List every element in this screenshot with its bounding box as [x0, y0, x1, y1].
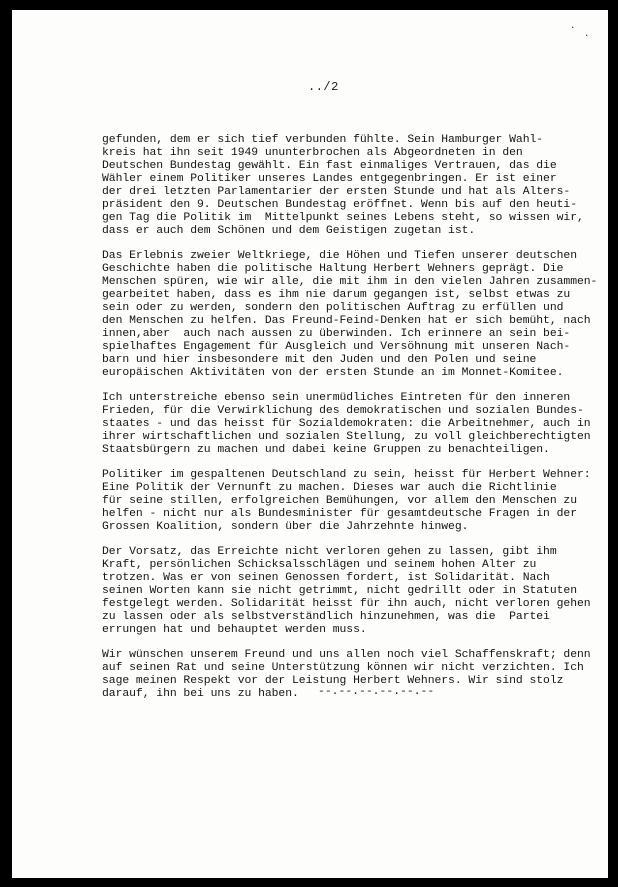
document-page — [12, 10, 608, 878]
text-line: innen,aber auch nach aussen zu überwinden. Ich erinnere an sein bei- — [102, 328, 571, 340]
text-line: helfen - nicht nur als Bundesminister für gesamtdeutsche Fragen in der — [102, 508, 577, 520]
page-number: ../2 — [308, 80, 339, 94]
text-line: Staatsbürgern zu machen und dabei keine Gruppen zu benachteiligen. — [102, 444, 550, 456]
scan-speck: · — [584, 31, 590, 41]
text-line: gefunden, dem er sich tief verbunden fühlte. Sein Hamburger Wahl- — [102, 134, 544, 146]
text-line: zu lassen oder als selbstverständlich hinzunehmen, was die Partei — [102, 611, 550, 623]
text-line: Frieden, für die Verwirklichung des demokratischen und sozialen Bundes- — [102, 405, 584, 417]
text-line: Kraft, persönlichen Schicksalsschlägen und seinem hohen Alter zu — [102, 559, 537, 571]
text-line: gearbeitet haben, dass es ihm nie darum gegangen ist, selbst etwas zu — [102, 289, 571, 301]
paragraph — [102, 392, 602, 457]
text-line: Menschen spüren, wie wir alle, die mit ihm in den vielen Jahren zusammen- — [102, 276, 598, 288]
text-line: Der Vorsatz, das Erreichte nicht verloren gehen zu lassen, gibt ihm — [102, 546, 557, 558]
text-line: staates - und das heisst für Sozialdemokraten: die Arbeitnehmer, auch in — [102, 418, 591, 430]
text-line: festgelegt werden. Solidarität heisst für ihn auch, nicht verloren gehen — [102, 598, 591, 610]
text-line: errungen hat und behauptet werden muss. — [102, 624, 367, 636]
text-line: kreis hat ihn seit 1949 ununterbrochen als Abgeordneten in den — [102, 147, 523, 159]
text-line: trotzen. Was er von seinen Genossen fordert, ist Solidarität. Nach — [102, 572, 550, 584]
text-line: Geschichte haben die politische Haltung Herbert Wehners geprägt. Die — [102, 263, 564, 275]
text-line: sein oder zu werden, sondern den politischen Auftrag zu erfüllen und — [102, 302, 564, 314]
text-line: Eine Politik der Vernunft zu machen. Dieses war auch die Richtlinie — [102, 482, 557, 494]
text-line: darauf, ihn bei uns zu haben. — [102, 688, 299, 700]
text-line: Wähler einem Politiker unseres Landes entgegenbringen. Er ist einer — [102, 173, 557, 185]
text-line: Ich unterstreiche ebenso sein unermüdliches Eintreten für den inneren — [102, 392, 571, 404]
text-line: den Menschen zu helfen. Das Freund-Feind-Denken hat er sich bemüht, nach — [102, 315, 591, 327]
text-line: gen Tag die Politik im Mittelpunkt seines Lebens steht, so wissen wir, — [102, 212, 584, 224]
text-line: der drei letzten Parlamentarier der ersten Stunde und hat als Alters- — [102, 186, 571, 198]
text-line: Das Erlebnis zweier Weltkriege, die Höhen und Tiefen unserer deutschen — [102, 250, 577, 262]
end-of-text-mark: --.--.--.--.--.-- — [318, 686, 435, 698]
text-line: Grossen Koalition, sondern über die Jahrzehnte hinweg. — [102, 521, 469, 533]
paragraph — [102, 134, 602, 238]
text-line: barn und hier insbesondere mit den Juden und den Polen und seine — [102, 354, 537, 366]
document-body — [102, 134, 602, 713]
paragraph — [102, 469, 602, 534]
text-line: Wir wünschen unserem Freund und uns allen noch viel Schaffenskraft; denn — [102, 649, 591, 661]
text-line: seinen Worten kann sie nicht getrimmt, nicht gedrillt oder in Statuten — [102, 585, 577, 597]
text-line: spielhaftes Engagement für Ausgleich und Versöhnung mit unseren Nach- — [102, 341, 571, 353]
text-line: ihrer wirtschaftlichen und sozialen Stellung, zu voll gleichberechtigten — [102, 431, 591, 443]
paragraph — [102, 546, 602, 637]
text-line: dass er auch dem Schönen und dem Geistigen zugetan ist. — [102, 225, 476, 237]
text-line: auf seinen Rat und seine Unterstützung können wir nicht verzichten. Ich — [102, 662, 584, 674]
text-line: europäischen Aktivitäten von der ersten Stunde an im Monnet-Komitee. — [102, 367, 564, 379]
paragraph — [102, 250, 602, 380]
scan-speck: · — [570, 23, 576, 33]
text-line: Deutschen Bundestag gewählt. Ein fast einmaliges Vertrauen, das die — [102, 160, 557, 172]
text-line: für seine stillen, erfolgreichen Bemühungen, vor allem den Menschen zu — [102, 495, 577, 507]
text-line: präsident den 9. Deutschen Bundestag eröffnet. Wenn bis auf den heuti- — [102, 199, 577, 211]
text-line: Politiker im gespaltenen Deutschland zu sein, heisst für Herbert Wehner: — [102, 469, 591, 481]
text-line: sage meinen Respekt vor der Leistung Herbert Wehners. Wir sind stolz — [102, 675, 564, 687]
